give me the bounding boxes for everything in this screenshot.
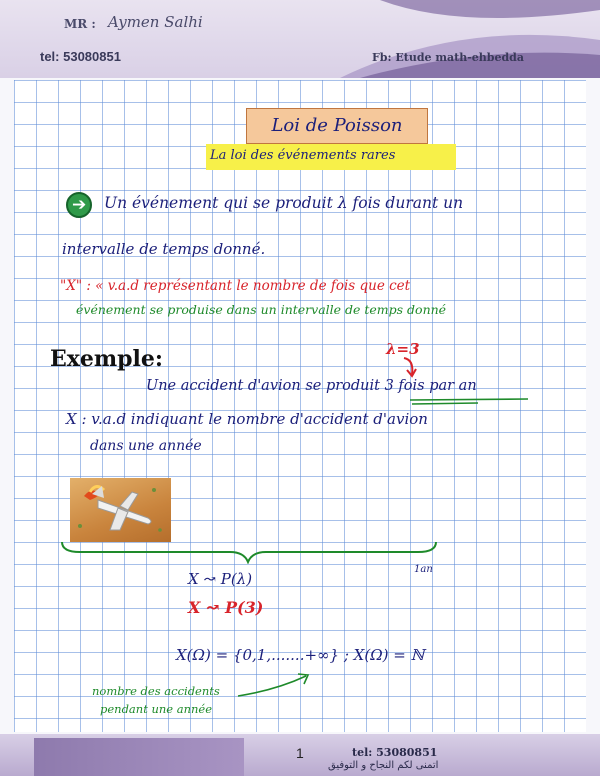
- page-title: Loi de Poisson: [271, 115, 403, 136]
- example-underline: [408, 396, 538, 406]
- header-phone: tel: 53080851: [40, 49, 121, 64]
- title-box: [246, 108, 428, 144]
- header-swoosh: [340, 0, 600, 78]
- plane-crash-image: [70, 478, 171, 542]
- footer-phone: tel: 53080851: [352, 746, 438, 759]
- arrow-right-icon: ➔: [66, 192, 92, 218]
- header-author: Aymen Salhi: [108, 13, 203, 31]
- definition-line-4: événement se produise dans un intervalle de temps donné: [76, 302, 447, 317]
- example-heading: Exemple:: [50, 346, 164, 372]
- example-line-3: dans une année: [90, 438, 202, 454]
- grid-paper: [14, 80, 586, 732]
- note-arrow-icon: [236, 670, 316, 700]
- header-facebook: Fb: Etude math-ehbedda: [372, 51, 524, 64]
- note-line-2: pendant une année: [100, 702, 213, 716]
- law-general: X ↝ P(λ): [188, 570, 253, 588]
- example-line-1: Une accident d'avion se produit 3 fois par an: [146, 378, 477, 394]
- brace-label: 1an: [414, 564, 433, 575]
- example-line-2: X : v.a.d indiquant le nombre d'accident d'avion: [66, 410, 428, 428]
- footer-band: [34, 738, 244, 776]
- header-mr-label: MR :: [64, 17, 96, 31]
- year-brace: [60, 538, 440, 564]
- law-specific: X ↝ P(3): [188, 598, 264, 617]
- page-header: [0, 0, 600, 78]
- lambda-note: λ=3: [386, 340, 420, 358]
- footer-wish: اتمنى لكم النجاح و التوفيق: [328, 760, 439, 771]
- definition-line-2: intervalle de temps donné.: [62, 240, 266, 258]
- note-line-1: nombre des accidents: [92, 684, 220, 698]
- page-number: 1: [296, 745, 304, 761]
- definition-line-3: "X" : « v.a.d représentant le nombre de fois que cet: [60, 278, 411, 294]
- lambda-arrow-icon: [402, 356, 422, 378]
- support-equation: X(Ω) = {0,1,.......+∞} ; X(Ω) = ℕ: [176, 646, 425, 664]
- definition-line-1: Un événement qui se produit λ fois durant un: [104, 194, 464, 212]
- subtitle: La loi des événements rares: [210, 148, 396, 163]
